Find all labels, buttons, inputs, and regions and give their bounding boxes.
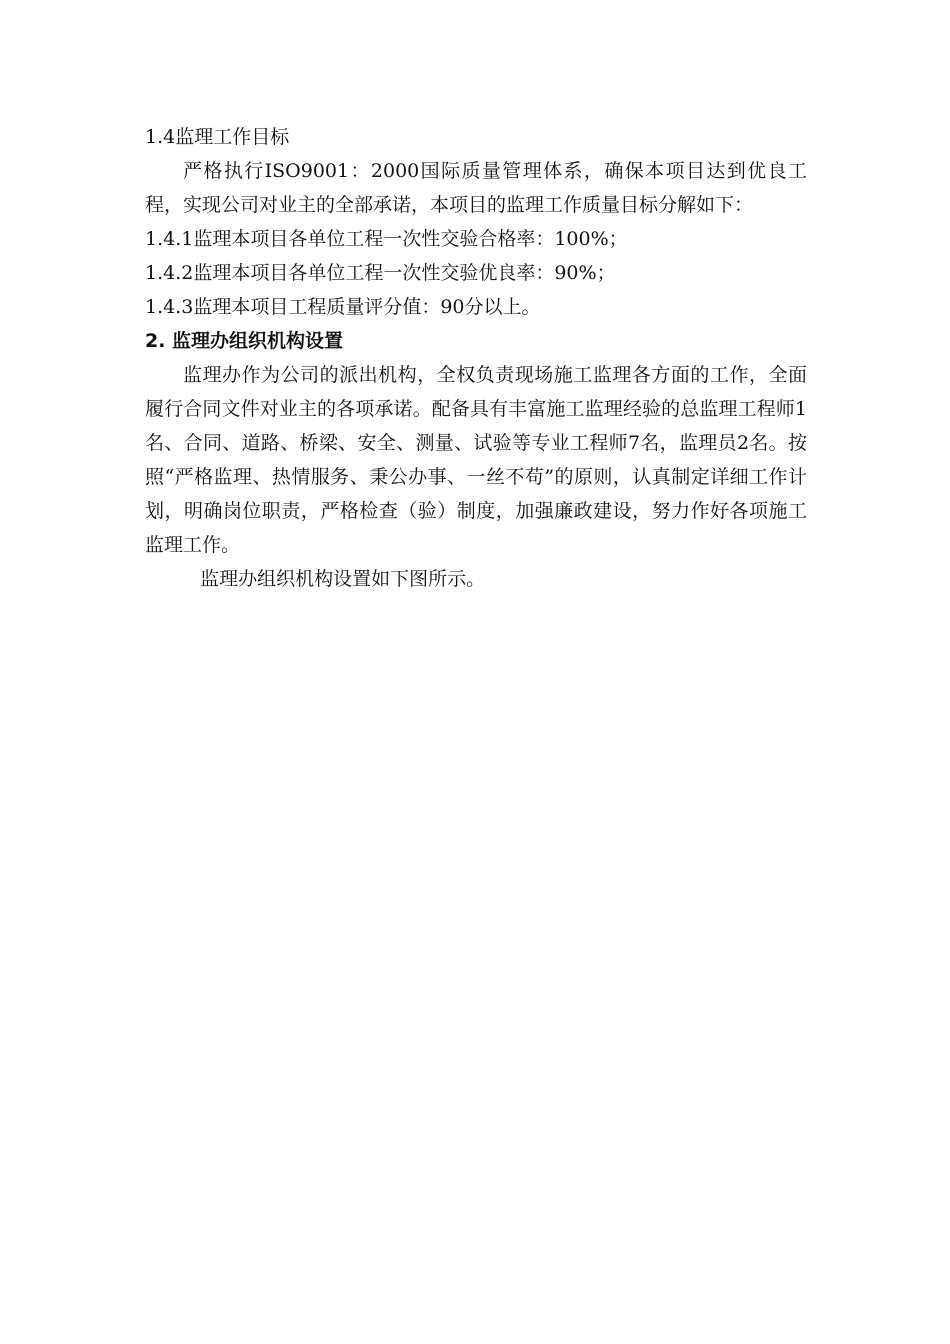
goal-item-2: 1.4.2监理本项目各单位工程一次性交验优良率：90%； <box>145 262 616 284</box>
section-2-body: 监理办作为公司的派出机构，全权负责现场施工监理各方面的工作，全面履行合同文件对业主的各项承诺。配备具有丰富施工监理经验的总监理工程师1名、合同、道路、桥梁、安全、测量、试验等专业工程师7名，监理员2名。按照“严格监理、热情服务、秉公办事、一丝不苟”的原则，认真制定详细工作计划，明确岗位职责，严格检查（验）制度，加强廉政建设，努力作好各项施工监理工作。 <box>145 364 807 556</box>
section-1-4-intro: 严格执行ISO9001：2000国际质量管理体系，确保本项目达到优良工程，实现公司对业主的全部承诺，本项目的监理工作质量目标分解如下： <box>145 160 807 216</box>
section-1-4-title: 1.4监理工作目标 <box>145 126 290 148</box>
goal-item-3: 1.4.3监理本项目工程质量评分值：90分以上。 <box>145 296 541 318</box>
goal-item-1: 1.4.1监理本项目各单位工程一次性交验合格率：100%； <box>145 228 628 250</box>
figure-caption: 监理办组织机构设置如下图所示。 <box>200 568 486 590</box>
document-content <box>145 120 807 596</box>
section-2-title: 2. 监理办组织机构设置 <box>145 330 344 352</box>
